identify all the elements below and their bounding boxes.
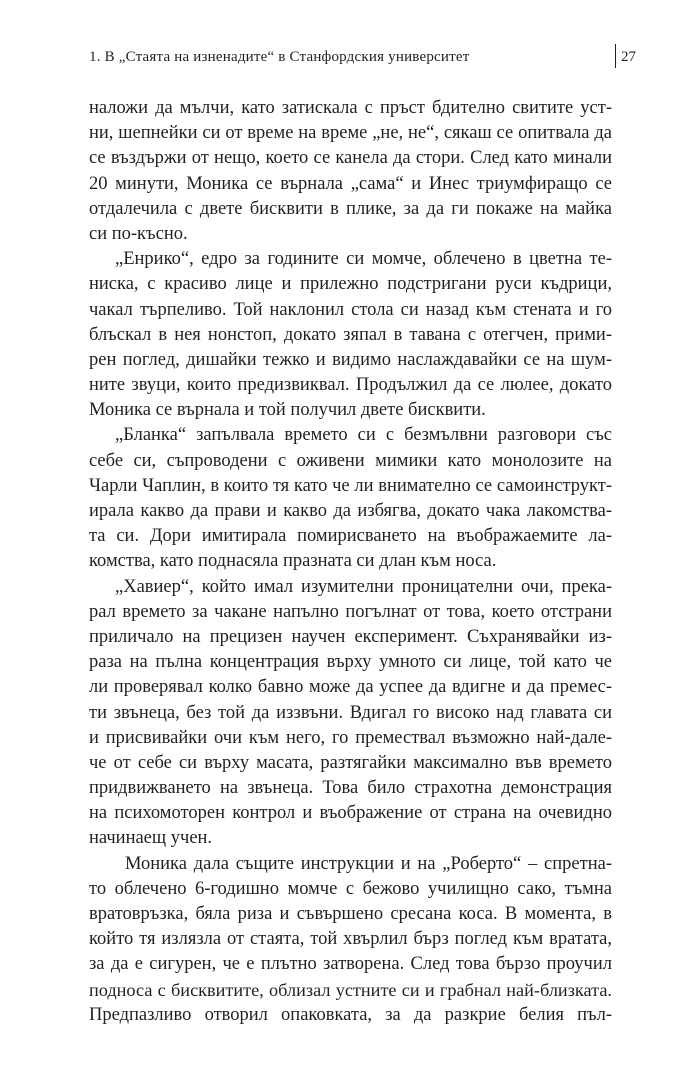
text-line: „Хавиер“, който имал изумителни проницателни очи, прека- xyxy=(115,576,612,597)
text-line: и присвивайки очи към него, го премествал възможно най-дале- xyxy=(89,727,612,748)
text-line: начинаещ учен. xyxy=(89,828,213,849)
text-line: то облечено 6-годишно момче с бежово училищно сако, тъмна xyxy=(89,878,612,899)
text-line: на психомоторен контрол и въображение от страна на очевидно xyxy=(89,803,612,824)
text-line: за да е сигурен, че е плътно затворена. След това бързо проучил xyxy=(89,954,612,975)
text-line: ли проверявал колко бавно може да успее да вдигне и да премес- xyxy=(89,677,612,698)
text-line: подноса с бисквитите, облизал устните си и грабнал най-близката. xyxy=(89,979,612,1000)
text-line: отдалечила с двете бисквити в плике, за да ги покаже на майка xyxy=(89,198,612,219)
text-line: Предпазливо отворил опаковката, за да разкрие белия пъл- xyxy=(89,1004,612,1025)
running-head xyxy=(89,44,645,68)
body-text xyxy=(89,96,612,1028)
text-line: наложи да мълчи, като затискала с пръст бдително свитите уст- xyxy=(89,98,612,118)
text-line: Моника дала същите инструкции и на „Роберто“ – спретна- xyxy=(125,853,612,874)
text-line: ниска, с красиво лице и прилежно подстригани руси къдрици, xyxy=(89,274,612,295)
text-line: чакал търпеливо. Той наклонил стола си назад към стената и го xyxy=(89,299,612,320)
text-line: раза на пълна концентрация върху умното си лице, той като че xyxy=(89,652,612,673)
text-line: блъскал в нея нонстоп, докато зяпал в тавана с отегчен, прими- xyxy=(89,324,612,345)
text-line: та си. Дори имитирала помирисването на въображаемите ла- xyxy=(89,526,612,547)
text-line: който тя излязла от стаята, той хвърлил бърз поглед към вратата, xyxy=(89,929,612,950)
text-line: приличало на прецизен научен експеримент. Съхранявайки из- xyxy=(89,626,612,647)
chapter-title: 1. В „Стаята на изненадите“ в Станфордския университет xyxy=(89,49,470,65)
text-line: ните звуци, които предизвиквал. Продължил да се люлее, докато xyxy=(89,375,612,396)
text-line: себе си, съпроводени с оживени мимики като монолозите на xyxy=(89,450,612,471)
header-divider xyxy=(615,44,616,68)
text-line: че от себе си върху масата, разтягайки максимално във времето xyxy=(89,752,612,773)
text-line: рен поглед, дишайки тежко и видимо наслаждавайки се на шум- xyxy=(89,349,612,370)
text-line: придвижването на звънеца. Това било страхотна демонстрация xyxy=(89,778,612,799)
text-line: „Бланка“ запълвала времето си с безмълвни разговори със xyxy=(115,425,612,446)
page-number: 27 xyxy=(621,49,636,65)
text-line: се въздържи от нещо, което се канела да стори. След като минали xyxy=(89,148,612,169)
text-line: вратовръзка, бяла риза и съвършено сресана коса. В момента, в xyxy=(89,904,612,924)
text-line: Моника се върнала и той получил двете бисквити. xyxy=(89,400,486,421)
text-line: Чарли Чаплин, в които тя като че ли внимателно се самоинструкт- xyxy=(89,475,612,496)
text-line: комства, като поднасяла празната си длан към носа. xyxy=(89,551,497,572)
text-line: „Енрико“, едро за годините си момче, облечено в цветна те- xyxy=(115,249,612,270)
text-line: рал времето за чакане напълно погълнат от това, което отстрани xyxy=(89,601,612,622)
text-line: ни, шепнейки си от време на време „не, не“, сякаш се опитвала да xyxy=(89,123,612,144)
text-line: си по-късно. xyxy=(89,223,188,244)
text-line: 20 минути, Моника се върнала „сама“ и Инес триумфиращо се xyxy=(89,173,612,194)
text-line: ти звънеца, без той да иззвъни. Вдигал го високо над главата си xyxy=(89,702,612,723)
text-line: ирала какво да прави и какво да избягва, докато чака лакомства- xyxy=(89,501,612,521)
